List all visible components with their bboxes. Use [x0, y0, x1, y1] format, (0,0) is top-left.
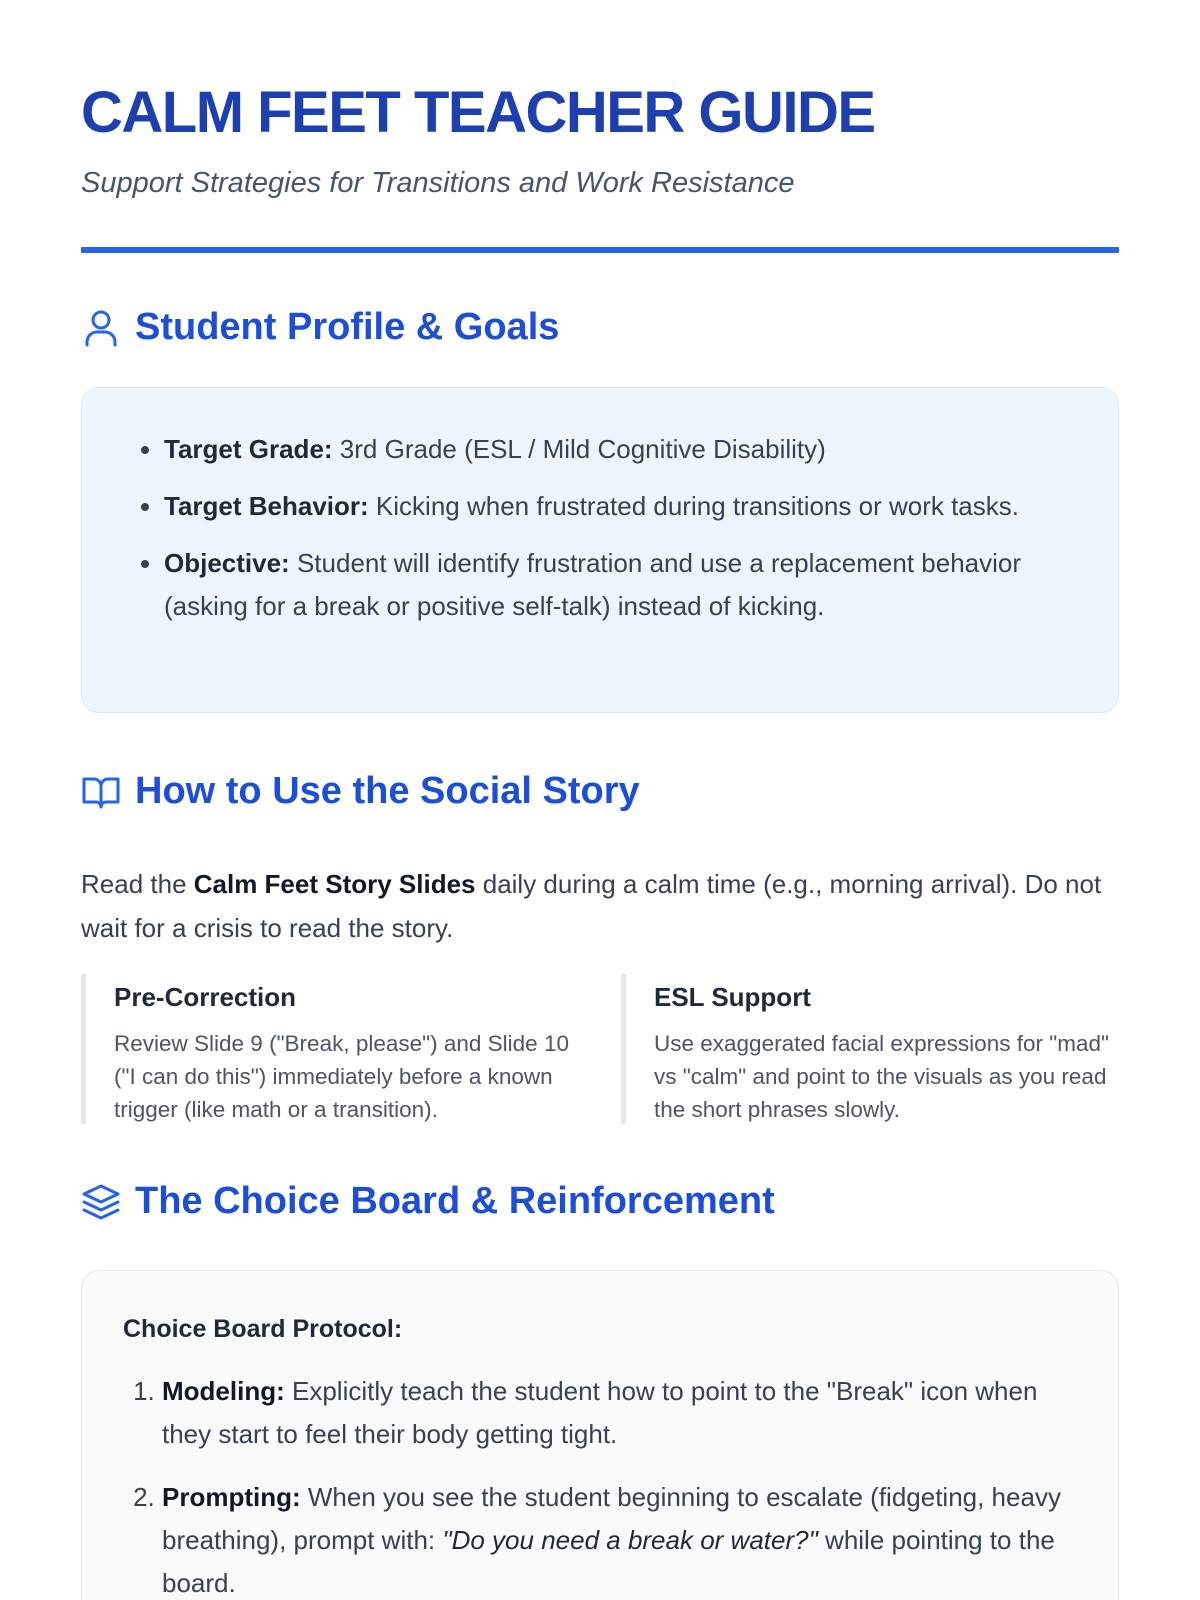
list-item: [164, 428, 1078, 471]
section-title: Student Profile & Goals: [135, 306, 560, 348]
item-label: Target Grade:: [164, 434, 333, 464]
step-label: Prompting:: [162, 1482, 301, 1512]
story-intro: [81, 862, 1131, 950]
item-text: Student will identify frustration and use a replacement behavior (asking for a break or positive self-talk) instead of kicking.: [164, 548, 1022, 621]
profile-list: [134, 428, 1078, 628]
section-heading-profile: [81, 306, 559, 349]
protocol-title: Choice Board Protocol:: [123, 1315, 403, 1343]
step-text: while pointing to the board.: [162, 1525, 1055, 1598]
tip-pre-correction: [81, 974, 581, 1124]
item-text: 3rd Grade (ESL / Mild Cognitive Disability): [339, 434, 826, 464]
list-item: [164, 485, 1078, 528]
tip-text: Use exaggerated facial expressions for "mad" vs "calm" and point to the visuals as you read the short phrases slowly.: [654, 1031, 1109, 1122]
list-item: [162, 1370, 1078, 1456]
user-icon: [81, 308, 121, 348]
intro-text: Read the: [81, 869, 194, 899]
protocol-steps: [123, 1370, 1078, 1600]
tip-title: Pre-Correction: [114, 982, 297, 1012]
title-divider: [81, 247, 1119, 253]
item-label: Objective:: [164, 548, 290, 578]
layers-icon: [81, 1182, 121, 1222]
step-text: When you see the student beginning to escalate (fidgeting, heavy breathing), prompt with:: [162, 1482, 1061, 1555]
page-title: CALM FEET TEACHER GUIDE: [81, 80, 875, 145]
section-heading-choice: [81, 1180, 775, 1223]
list-item: [162, 1476, 1078, 1600]
tip-title: ESL Support: [654, 982, 811, 1012]
open-book-icon: [81, 772, 121, 812]
intro-text: daily during a calm time (e.g., morning arrival). Do not wait for a crisis to read the story.: [81, 869, 1102, 943]
step-label: Modeling:: [162, 1376, 285, 1406]
item-text: Kicking when frustrated during transitions or work tasks.: [375, 491, 1019, 521]
prompt-quote: "Do you need a break or water?": [442, 1525, 818, 1555]
choice-board-card: [81, 1270, 1119, 1600]
profile-card: [81, 387, 1119, 713]
list-item: [164, 542, 1078, 628]
intro-emphasis: Calm Feet Story Slides: [193, 869, 476, 899]
item-label: Target Behavior:: [164, 491, 369, 521]
page-subtitle: Support Strategies for Transitions and Work Resistance: [81, 167, 795, 199]
step-text: Explicitly teach the student how to point to the "Break" icon when they start to feel their body getting tight.: [162, 1376, 1038, 1449]
section-heading-story: [81, 770, 640, 813]
section-title: How to Use the Social Story: [135, 770, 640, 812]
tip-esl-support: [621, 974, 1121, 1124]
tip-text: Review Slide 9 ("Break, please") and Slide 10 ("I can do this") immediately before a known trigger (like math or a transition).: [114, 1031, 569, 1122]
section-title: The Choice Board & Reinforcement: [135, 1180, 775, 1222]
